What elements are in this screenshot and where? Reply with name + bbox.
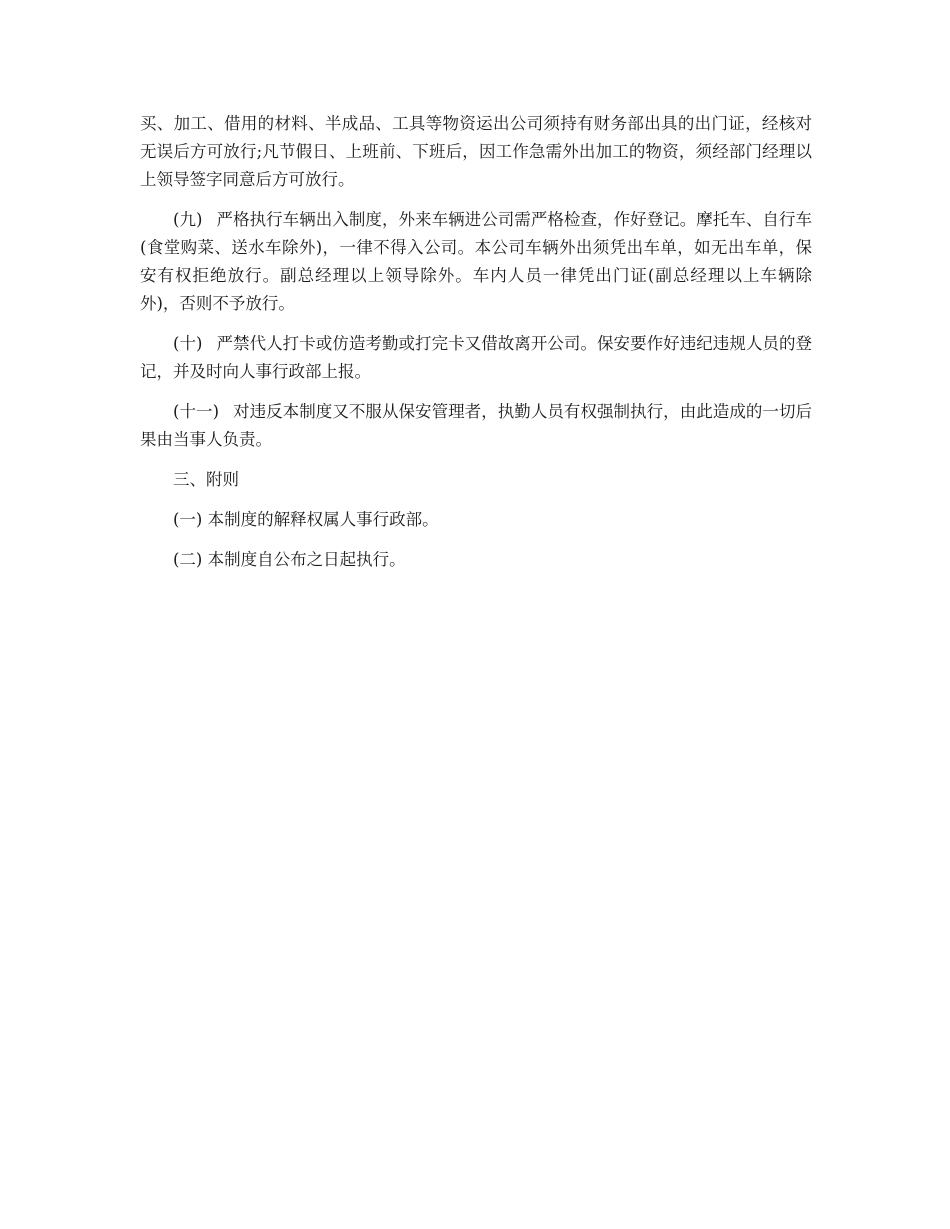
paragraph-text: (一) 本制度的解释权属人事行政部。 <box>173 510 439 529</box>
section-heading-text: 三、附则 <box>173 470 239 489</box>
section-heading-appendix <box>140 466 812 494</box>
paragraph-text: 严格执行车辆出入制度，外来车辆进公司需严格检查，作好登记。摩托车、自行车(食堂购菜、送水车除外)，一律不得入公司。本公司车辆外出须凭出车单，如无出车单，保安有权拒绝放行。副总经理以上领导除外。车内人员一律凭出门证(副总经理以上车辆除外)，否则不予放行。 <box>140 210 813 313</box>
paragraph-text: 对违反本制度又不服从保安管理者，执勤人员有权强制执行，由此造成的一切后果由当事人负责。 <box>140 402 813 449</box>
paragraph-continuation <box>140 110 812 194</box>
paragraph-appendix-2 <box>140 546 812 574</box>
paragraph-text: 买、加工、借用的材料、半成品、工具等物资运出公司须持有财务部出具的出门证，经核对无误后方可放行;凡节假日、上班前、下班后，因工作急需外出加工的物资，须经部门经理以上领导签字同意后方可放行。 <box>140 114 812 189</box>
item-label: (十) <box>173 334 203 353</box>
paragraph-appendix-1 <box>140 506 812 534</box>
paragraph-item-10 <box>140 330 812 386</box>
paragraph-text: 严禁代人打卡或仿造考勤或打完卡又借故离开公司。保安要作好违纪违规人员的登记，并及时向人事行政部上报。 <box>140 334 813 381</box>
paragraph-item-11 <box>140 398 812 454</box>
item-label: (十一) <box>173 402 220 421</box>
paragraph-text: (二) 本制度自公布之日起执行。 <box>173 550 406 569</box>
document-body <box>140 110 812 586</box>
paragraph-item-9 <box>140 206 812 318</box>
item-label: (九) <box>173 210 203 229</box>
